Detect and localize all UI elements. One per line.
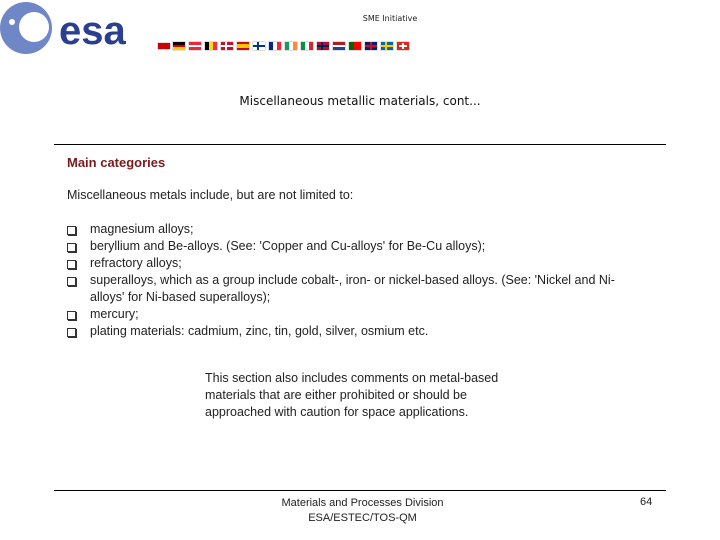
flag-finland-icon xyxy=(253,42,265,50)
flag-spain-icon xyxy=(237,42,249,50)
flag-portugal-icon xyxy=(349,42,361,50)
footer xyxy=(220,496,505,526)
list-item xyxy=(67,306,647,323)
member-flags xyxy=(158,42,413,50)
list-item xyxy=(67,272,647,306)
flag-sweden-icon xyxy=(381,42,393,50)
initiative-label: SME Initiative xyxy=(362,14,418,23)
esa-logo xyxy=(0,0,160,56)
flag-netherlands-icon xyxy=(333,42,345,50)
list-item xyxy=(67,255,647,272)
flag-france-icon xyxy=(269,42,281,50)
flag-belgium-icon xyxy=(205,42,217,50)
list-item xyxy=(67,238,647,255)
checkbox-bullet-icon xyxy=(67,277,76,286)
bullet-text: plating materials: cadmium, zinc, tin, gold, silver, osmium etc. xyxy=(90,324,429,338)
bottom-divider xyxy=(54,490,666,491)
logo-dot xyxy=(9,19,15,25)
list-item xyxy=(67,221,647,238)
section-heading: Main categories xyxy=(67,155,166,170)
bullet-text: superalloys, which as a group include cobalt-, iron- or nickel-based alloys. (See: 'Nickel and Ni-alloys' for Ni-based superalloys); xyxy=(90,273,615,304)
checkbox-bullet-icon xyxy=(67,226,76,235)
flag-ireland-icon xyxy=(285,42,297,50)
logo-text: esa xyxy=(59,9,126,53)
section-note: This section also includes comments on metal-based materials that are either prohibited or should be approached with caution for space applications. xyxy=(205,371,499,419)
footer-division: Materials and Processes Division xyxy=(281,497,444,509)
bullet-text: magnesium alloys; xyxy=(90,222,194,236)
checkbox-bullet-icon xyxy=(67,311,76,320)
flag-austria-icon xyxy=(189,42,201,50)
flag-switzerland-icon xyxy=(397,42,409,50)
list-item xyxy=(67,323,647,340)
intro-text: Miscellaneous metals include, but are not limited to: xyxy=(67,188,354,202)
bullet-text: beryllium and Be-alloys. (See: 'Copper and Cu-alloys' for Be-Cu alloys); xyxy=(90,239,486,253)
bullet-list xyxy=(67,221,647,340)
flag-italy-icon xyxy=(301,42,313,50)
checkbox-bullet-icon xyxy=(67,243,76,252)
logo-inner-circle xyxy=(19,12,49,42)
flag-denmark-icon xyxy=(221,42,233,50)
checkbox-bullet-icon xyxy=(67,260,76,269)
flag-bar-icon xyxy=(158,43,170,49)
slide-title: Miscellaneous metallic materials, cont... xyxy=(239,94,481,108)
page-number: 64 xyxy=(640,496,653,508)
flag-united-kingdom-icon xyxy=(365,42,377,50)
footer-department: ESA/ESTEC/TOS-QM xyxy=(308,512,417,524)
flag-norway-icon xyxy=(317,42,329,50)
bullet-text: mercury; xyxy=(90,307,139,321)
flag-germany-icon xyxy=(173,42,185,50)
top-divider xyxy=(54,144,666,145)
checkbox-bullet-icon xyxy=(67,328,76,337)
bullet-text: refractory alloys; xyxy=(90,256,182,270)
